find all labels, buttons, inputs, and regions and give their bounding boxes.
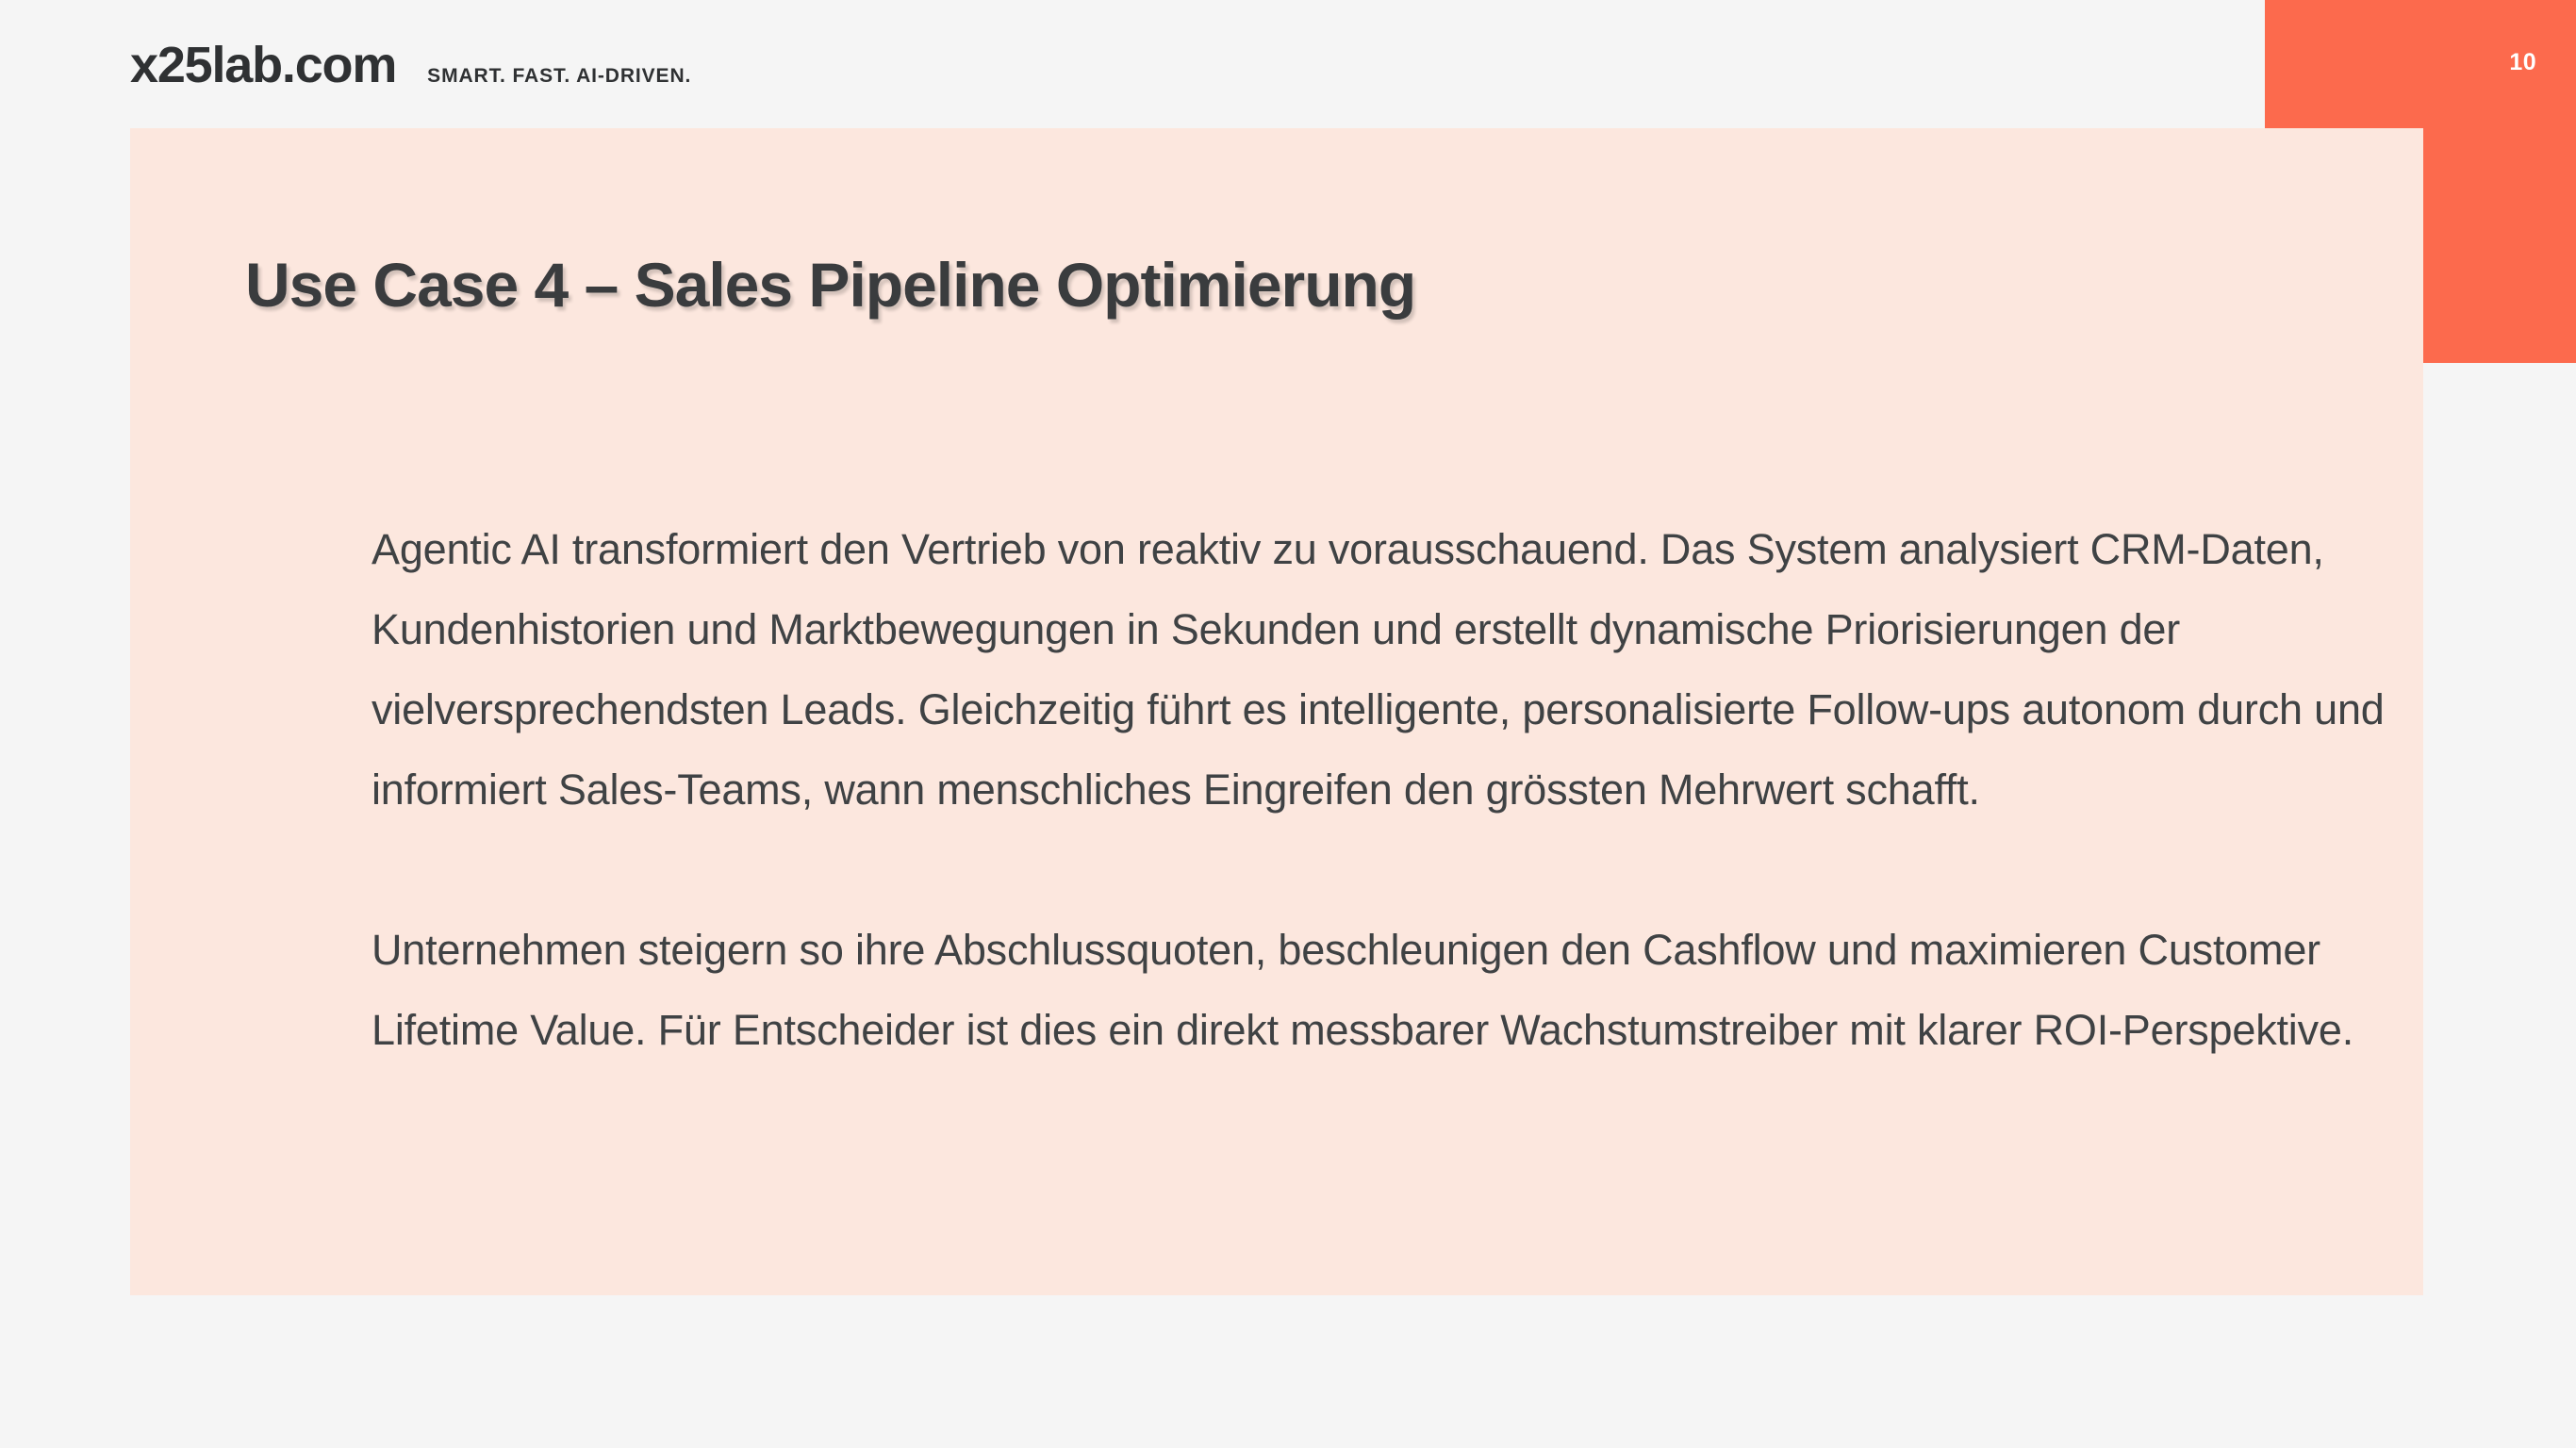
page-number: 10 — [2509, 49, 2536, 75]
brand-tagline: SMART. FAST. AI-DRIVEN. — [427, 65, 692, 87]
body-text — [372, 509, 2474, 1070]
page-title: Use Case 4 – Sales Pipeline Optimierung — [245, 250, 1416, 320]
paragraph-2: Unternehmen steigern so ihre Abschlussquoten, beschleunigen den Cashflow und maximieren Customer Lifetime Value. Für Entscheider ist dies ein direkt messbarer Wachstumstreiber mit klarer ROI-Perspektive. — [372, 926, 2354, 1054]
paragraph-1: Agentic AI transformiert den Vertrieb von reaktiv zu vorausschauend. Das System analysiert CRM-Daten, Kundenhistorien und Marktbewegungen in Sekunden und erstellt dynamische Priorisierungen der vielversprechendsten Leads. Gleichzeitig führt es intelligente, personalisierte Follow-ups autonom durch und informiert Sales-Teams, wann menschliches Eingreifen den grössten Mehrwert schafft. — [372, 525, 2385, 814]
content-card — [130, 128, 2423, 1295]
brand-logo-text: x25lab.com — [130, 37, 397, 93]
slide-header — [130, 36, 691, 94]
